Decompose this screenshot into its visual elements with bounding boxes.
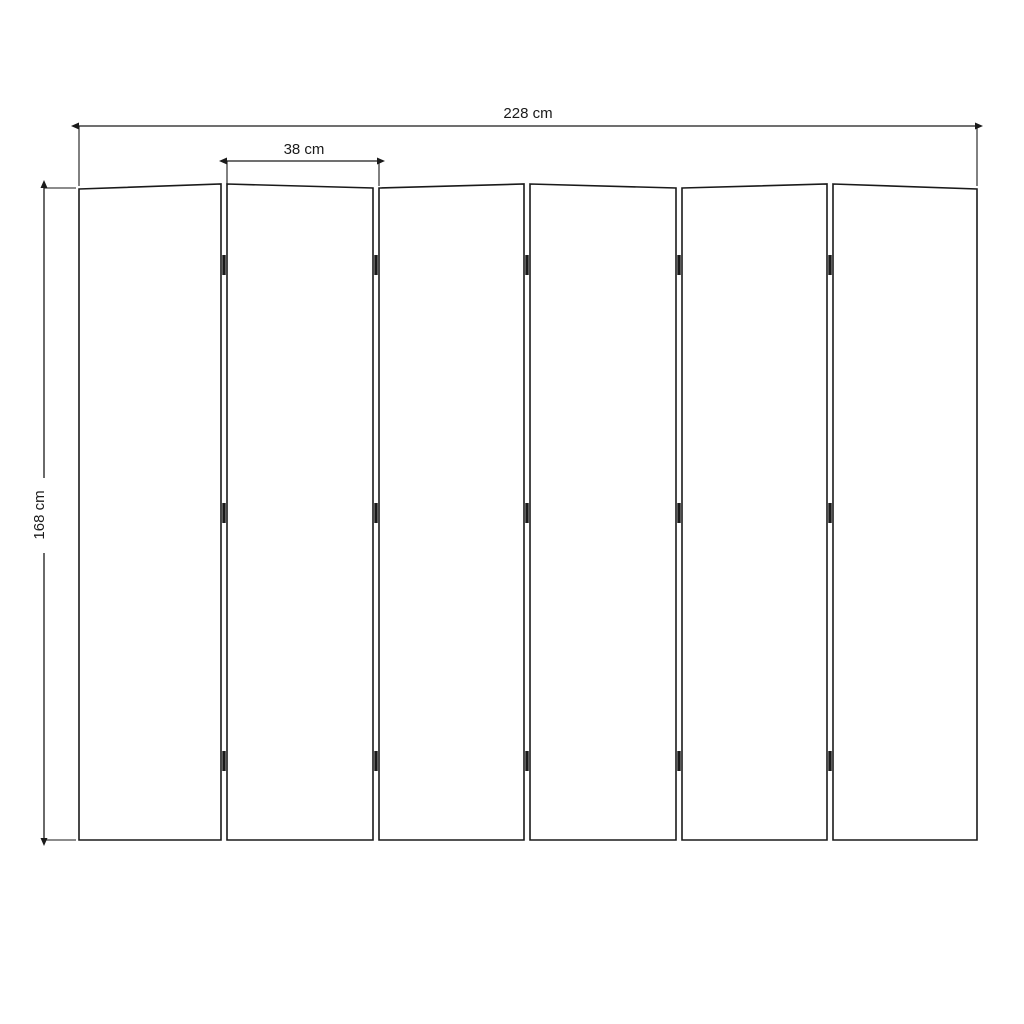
panel-5[interactable] bbox=[682, 184, 827, 840]
height-label: 168 cm bbox=[31, 490, 48, 540]
panel-6[interactable] bbox=[833, 184, 977, 840]
panel-3[interactable] bbox=[379, 184, 524, 840]
panel-2[interactable] bbox=[227, 184, 373, 840]
height-dimension bbox=[31, 188, 76, 840]
total-width-label: 228 cm bbox=[503, 105, 553, 122]
total-width-dimension bbox=[79, 103, 977, 186]
panel-4[interactable] bbox=[530, 184, 676, 840]
panel-width-label: 38 cm bbox=[283, 141, 325, 158]
panel-1[interactable] bbox=[79, 184, 221, 840]
panel-width-dimension bbox=[227, 139, 379, 186]
